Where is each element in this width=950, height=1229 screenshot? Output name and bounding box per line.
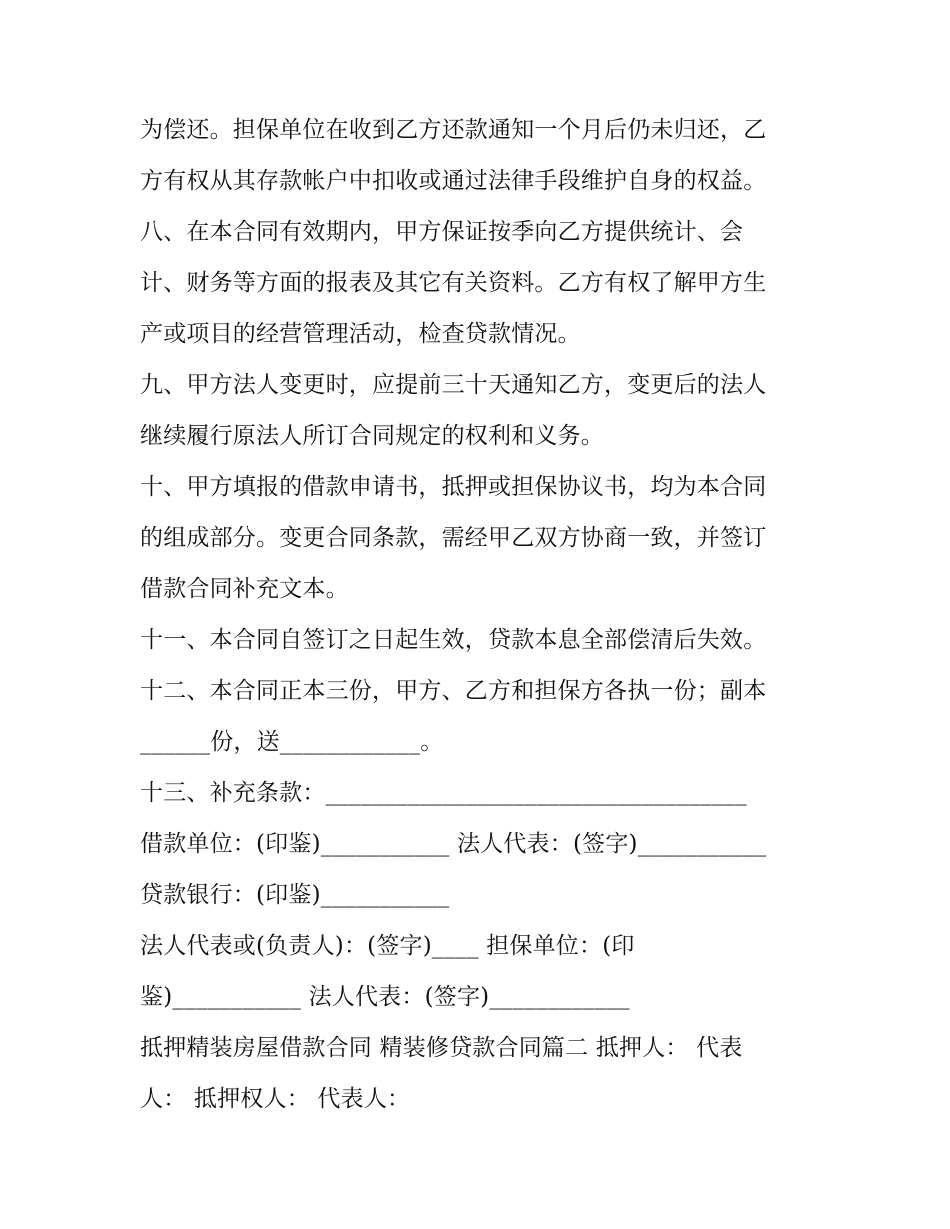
text-line: 计、财务等方面的报表及其它有关资料。乙方有权了解甲方生 [140,270,767,296]
clause-8-line: 八、在本合同有效期内，甲方保证按季向乙方提供统计、会 [140,219,744,245]
next-contract-heading-line: 抵押精装房屋借款合同 精装修贷款合同篇二 抵押人： 代表 [140,1035,743,1061]
clause-12-line: 十二、本合同正本三份，甲方、乙方和担保方各执一份；副本 [140,678,767,704]
text-line: 的组成部分。变更合同条款，需经甲乙双方协商一致，并签订 [140,525,767,551]
guarantor-signature-line: 鉴)___________ 法人代表：(签字)____________ [140,984,630,1010]
contract-text [140,105,830,1125]
text-line: 为偿还。担保单位在收到乙方还款通知一个月后仍未归还，乙 [140,117,767,143]
clause-10-line: 十、甲方填报的借款申请书，抵押或担保协议书，均为本合同 [140,474,767,500]
borrower-signature-line: 借款单位：(印鉴)___________ 法人代表：(签字)___________ [140,831,767,857]
text-line: 继续履行原法人所订合同规定的权利和义务。 [140,423,604,449]
text-line: 方有权从其存款帐户中扣收或通过法律手段维护自身的权益。 [140,168,767,194]
text-line: 产或项目的经营管理活动，检查贷款情况。 [140,321,581,347]
text-line: 人： 抵押权人： 代表人： [140,1086,411,1112]
copies-blank-line: ______份，送____________。 [140,729,444,755]
text-line: 借款合同补充文本。 [140,576,349,602]
legal-rep-line: 法人代表或(负责人)：(签字)____ 担保单位：(印 [140,933,635,959]
bank-seal-line: 贷款银行：(印鉴)___________ [140,882,450,908]
clause-11-line: 十一、本合同自签订之日起生效，贷款本息全部偿清后失效。 [140,627,767,653]
clause-13-line: 十三、补充条款：____________________________________ [140,780,747,806]
clause-9-line: 九、甲方法人变更时，应提前三十天通知乙方，变更后的法人 [140,372,767,398]
